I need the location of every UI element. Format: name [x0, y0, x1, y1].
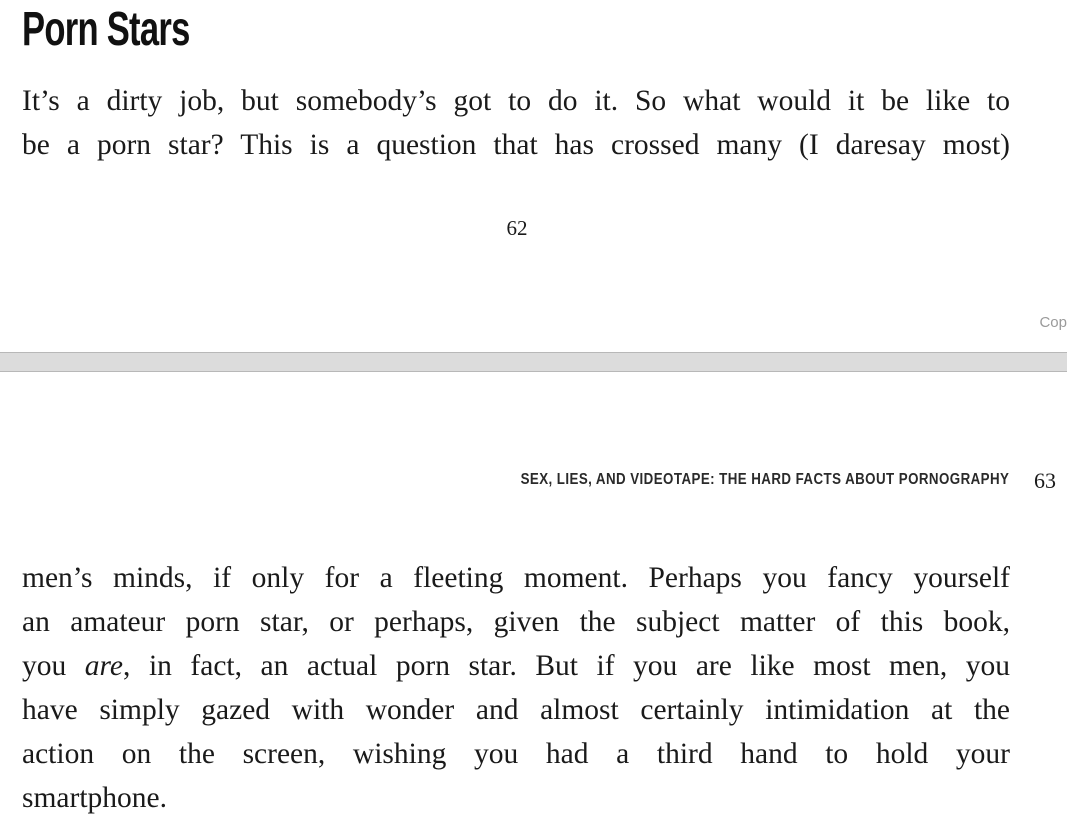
- page-divider: [0, 352, 1067, 372]
- page-number: 63: [1034, 468, 1056, 493]
- emphasis-text: are: [84, 650, 124, 682]
- body-paragraph-top: [22, 79, 1010, 167]
- page-number: 62: [506, 216, 528, 240]
- section-title: Porn Stars: [22, 3, 190, 56]
- side-tag: Cop: [1039, 314, 1067, 331]
- text-line: It’s a dirty job, but somebody’s got to do it. So what would it be like to: [22, 85, 1010, 117]
- text-line: an amateur porn star, or perhaps, given the subject matter of this book,: [22, 606, 1010, 638]
- text-line: [22, 644, 1010, 688]
- text-line: smartphone.: [22, 782, 168, 814]
- text-line: be a porn star? This is a question that has crossed many (I daresay most): [22, 129, 1010, 161]
- body-paragraph-bottom: [22, 556, 1010, 820]
- text-fragment: , in fact, an actual porn star. But if you are like most men, you: [123, 650, 1011, 682]
- text-fragment: you: [22, 650, 85, 682]
- text-line: have simply gazed with wonder and almost certainly intimidation at the: [22, 694, 1010, 726]
- page-63: [0, 372, 1067, 826]
- running-head: SEX, LIES, AND VIDEOTAPE: THE HARD FACTS ABOUT PORNOGRAPHY: [520, 471, 1009, 488]
- text-line: action on the screen, wishing you had a third hand to hold your: [22, 738, 1010, 770]
- text-line: men’s minds, if only for a fleeting moment. Perhaps you fancy yourself: [22, 562, 1010, 594]
- page-62: [0, 0, 1067, 352]
